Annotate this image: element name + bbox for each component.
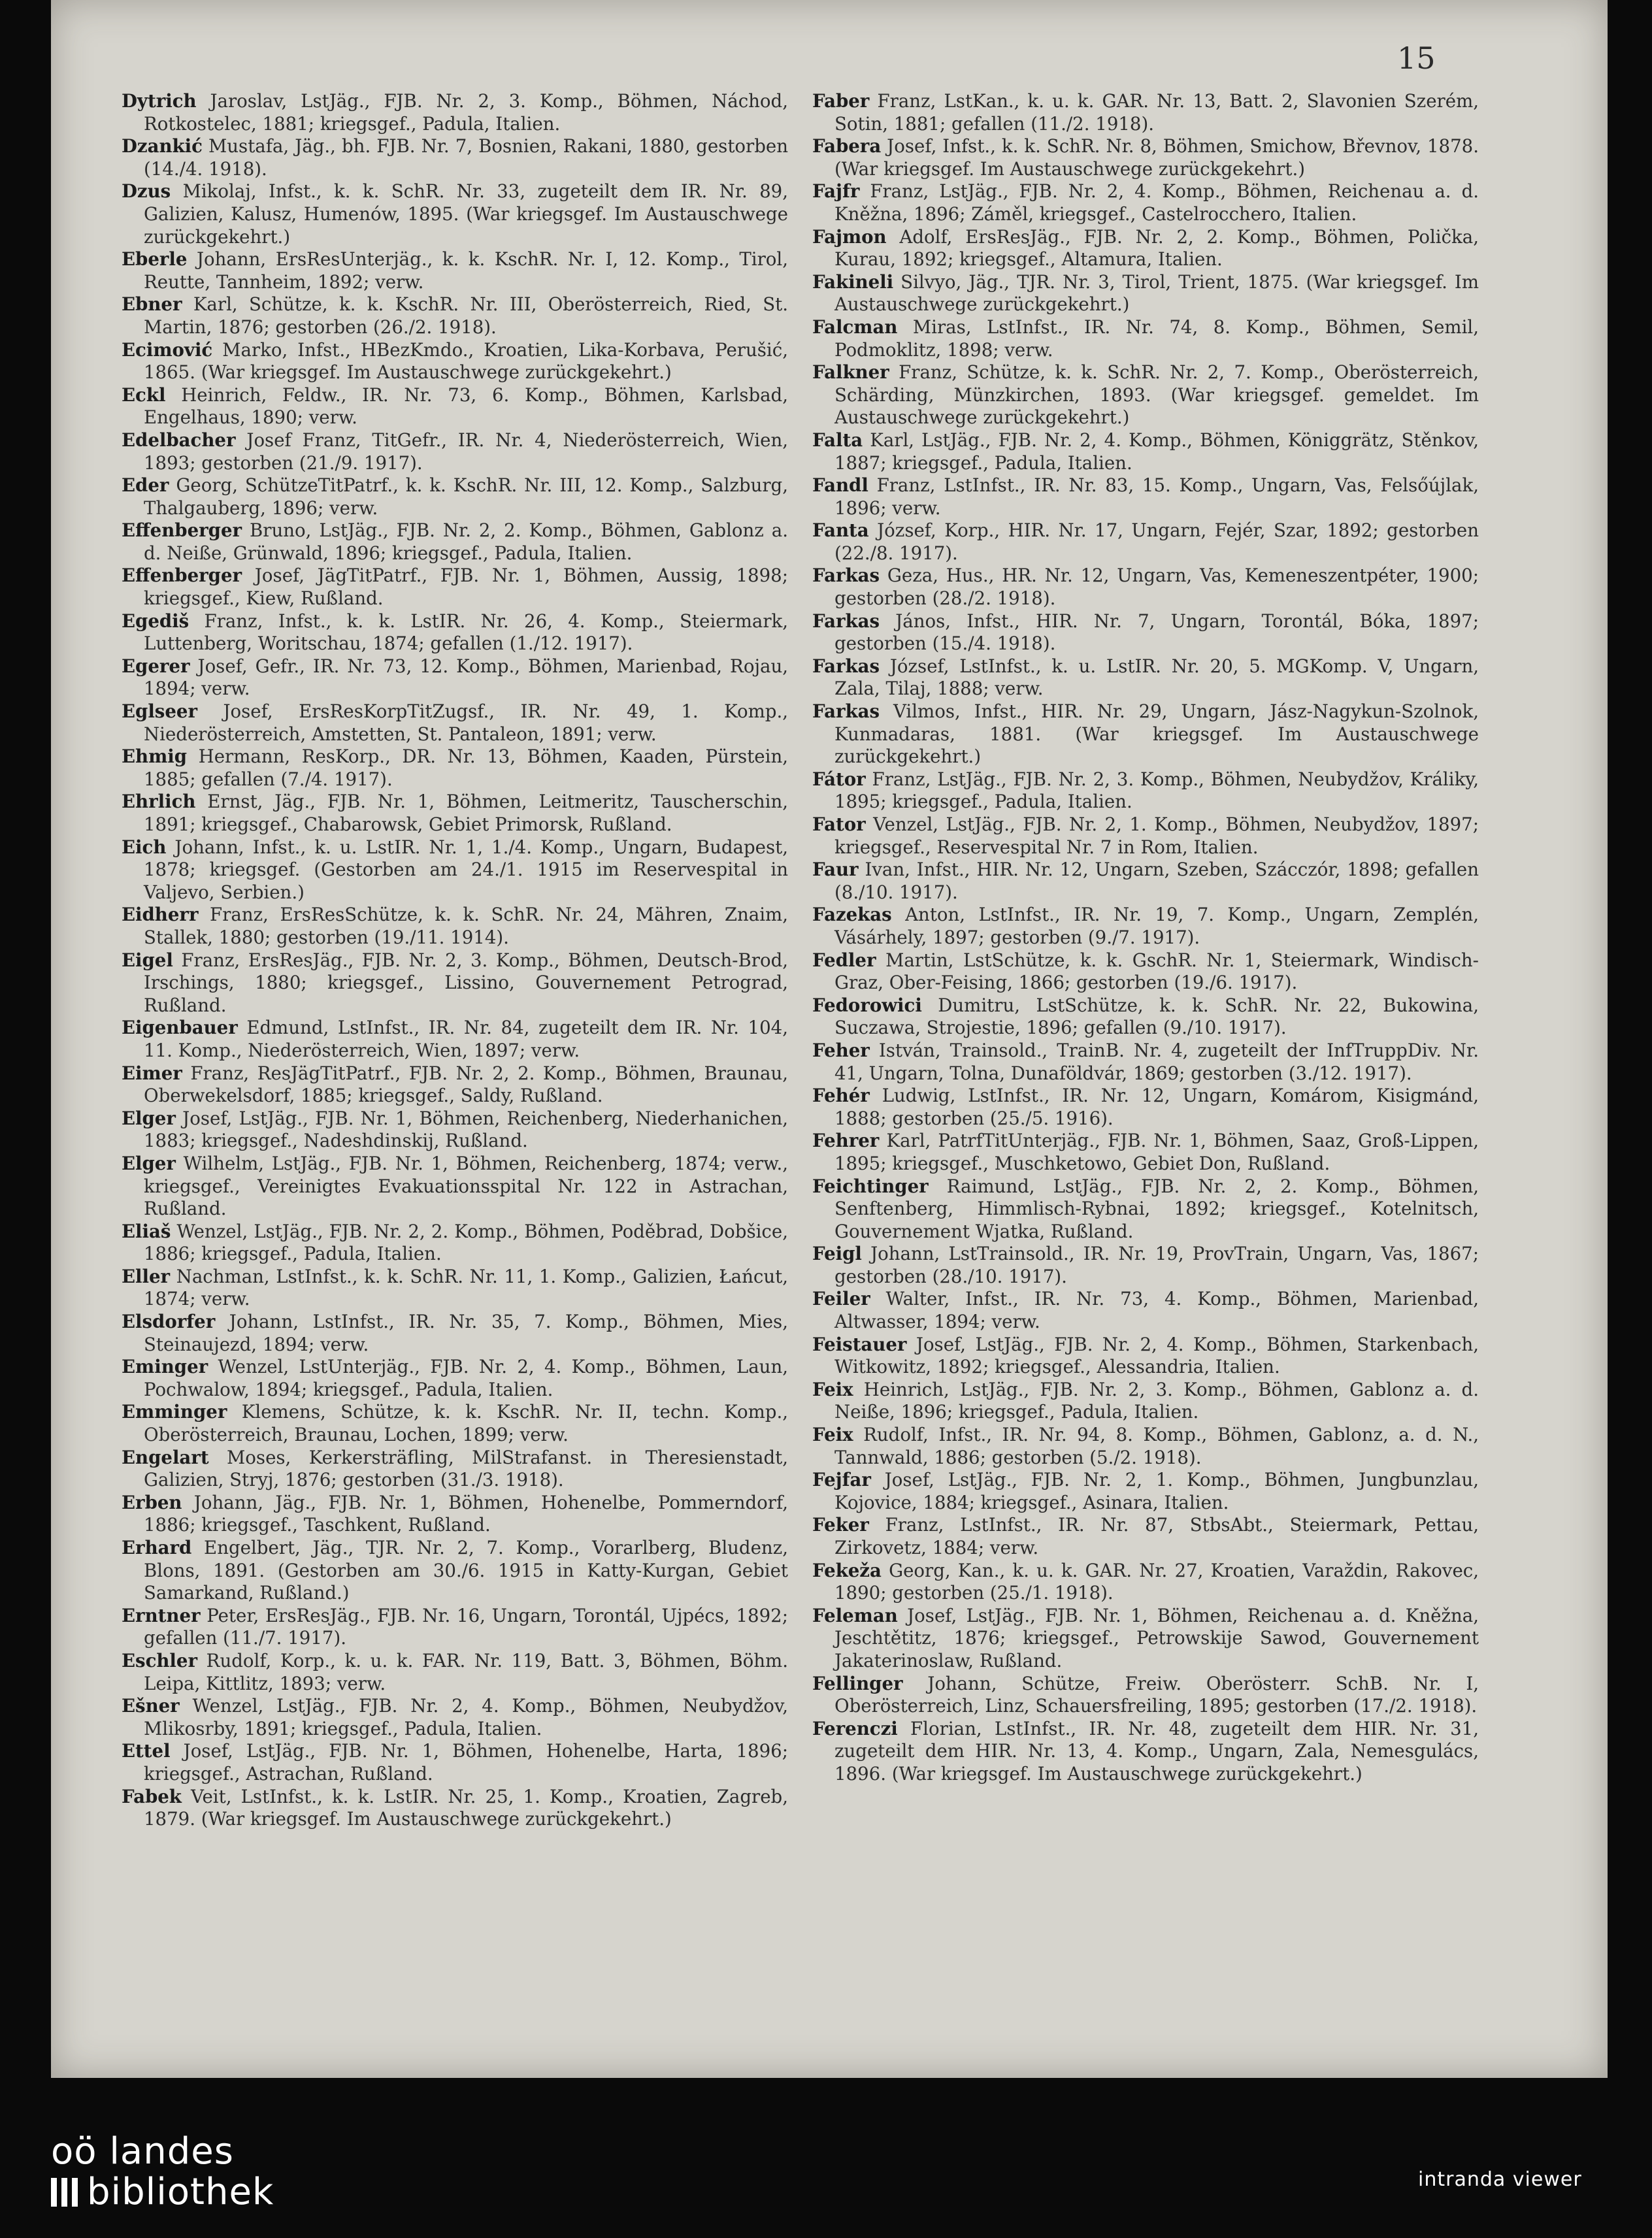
register-entry xyxy=(122,949,788,1017)
register-entry xyxy=(812,474,1479,519)
entry-surname: Fabera xyxy=(812,135,882,157)
register-entry xyxy=(122,904,788,949)
entry-surname: Farkas xyxy=(812,565,880,587)
entry-details: Josef, Gefr., IR. Nr. 73, 12. Komp., Böhmen, Marienbad, Rojau, 1894; verw. xyxy=(144,655,788,700)
entry-surname: Fazekas xyxy=(812,904,892,926)
register-entry xyxy=(122,519,788,565)
entry-details: Moses, Kerkersträfling, MilStrafanst. in Theresienstadt, Galizien, Stryj, 1876; gestorben (31./3. 1918). xyxy=(144,1446,788,1491)
register-entry xyxy=(122,1266,788,1311)
register-entry xyxy=(122,1447,788,1492)
entry-details: Engelbert, Jäg., TJR. Nr. 2, 7. Komp., Vorarlberg, Bludenz, Blons, 1891. (Gestorben am 30./6. 1915 in Katty-Kurgan, Gebiet Samarkand, Rußland.) xyxy=(144,1537,788,1604)
entry-details: Johann, Schütze, Freiw. Oberösterr. SchB. Nr. I, Oberösterreich, Linz, Schauersfreiling, 1895; gestorben (17./2. 1918). xyxy=(834,1672,1479,1717)
entry-surname: Fellinger xyxy=(812,1672,903,1694)
entry-surname: Fajfr xyxy=(812,180,860,203)
entry-details: Johann, Infst., k. u. LstIR. Nr. 1, 1./4. Komp., Ungarn, Budapest, 1878; kriegsgef. (Gestorben am 24./1. 1915 im Reservespital in Valjevo, Serbien.) xyxy=(144,836,788,903)
entry-surname: Feleman xyxy=(812,1604,898,1626)
register-entry xyxy=(122,135,788,180)
register-entry xyxy=(122,1786,788,1831)
register-entry xyxy=(122,1492,788,1537)
entry-surname: Feher xyxy=(812,1039,870,1061)
entry-details: Jaroslav, LstJäg., FJB. Nr. 2, 3. Komp., Böhmen, Náchod, Rotkostelec, 1881; kriegsgef., Padula, Italien. xyxy=(144,90,788,135)
register-entry xyxy=(122,339,788,384)
entry-details: Wenzel, LstUnterjäg., FJB. Nr. 2, 4. Komp., Böhmen, Laun, Pochwalow, 1894; kriegsgef., Padula, Italien. xyxy=(144,1356,788,1400)
entry-details: Ludwig, LstInfst., IR. Nr. 12, Ungarn, Komárom, Kisigmánd, 1888; gestorben (25./5. 1916). xyxy=(834,1085,1479,1129)
entry-details: Josef, JägTitPatrf., FJB. Nr. 1, Böhmen, Aussig, 1898; kriegsgef., Kiew, Rußland. xyxy=(144,565,788,610)
entry-details: Franz, ResJägTitPatrf., FJB. Nr. 2, 2. Komp., Böhmen, Braunau, Oberwekelsdorf, 1885; kriegsgef., Saldy, Rußland. xyxy=(144,1062,788,1107)
entry-surname: Ehrlich xyxy=(122,791,196,813)
entry-surname: Eidherr xyxy=(122,904,199,926)
register-entry xyxy=(122,655,788,700)
entry-details: Wilhelm, LstJäg., FJB. Nr. 1, Böhmen, Reichenberg, 1874; verw., kriegsgef., Vereinigtes Evakuationsspital Nr. 122 in Astrachan, Rußland. xyxy=(144,1152,788,1220)
left-column xyxy=(122,90,788,1831)
page-number: 15 xyxy=(1397,41,1436,76)
register-entry xyxy=(812,1085,1479,1130)
entry-surname: Dzankić xyxy=(122,135,203,157)
register-entry xyxy=(122,1062,788,1108)
entry-surname: Eder xyxy=(122,474,169,497)
entry-details: Wenzel, LstJäg., FJB. Nr. 2, 2. Komp., Böhmen, Poděbrad, Dobšice, 1886; kriegsgef., Padula, Italien. xyxy=(144,1220,788,1265)
register-entry xyxy=(122,700,788,746)
entry-details: Florian, LstInfst., IR. Nr. 48, zugeteilt dem HIR. Nr. 31, zugeteilt dem HIR. Nr. 13, 4. Komp., Ungarn, Zala, Nemesgulács, 1896. (War kriegsgef. Im Austauschwege zurückgekehrt.) xyxy=(834,1717,1479,1785)
entry-surname: Dzus xyxy=(122,180,171,203)
entry-surname: Egediš xyxy=(122,610,190,632)
entry-details: István, Trainsold., TrainB. Nr. 4, zugeteilt der InfTruppDiv. Nr. 41, Ungarn, Tolna, Dunaföldvár, 1869; gestorben (3./12. 1917). xyxy=(834,1039,1479,1084)
register-entry xyxy=(812,904,1479,949)
entry-details: Ernst, Jäg., FJB. Nr. 1, Böhmen, Leitmeritz, Tauscherschin, 1891; kriegsgef., Chabarowsk, Gebiet Primorsk, Rußland. xyxy=(144,791,788,835)
entry-surname: Ecimović xyxy=(122,338,213,361)
entry-surname: Fedorowici xyxy=(812,994,922,1016)
entry-details: János, Infst., HIR. Nr. 7, Ungarn, Torontál, Bóka, 1897; gestorben (15./4. 1918). xyxy=(834,610,1479,655)
entry-details: Marko, Infst., HBezKmdo., Kroatien, Lika-Korbava, Perušić, 1865. (War kriegsgef. Im Austauschwege zurückgekehrt.) xyxy=(144,338,788,384)
register-entry xyxy=(812,655,1479,700)
entry-details: Peter, ErsResJäg., FJB. Nr. 16, Ungarn, Torontál, Ujpécs, 1892; gefallen (11./7. 1917). xyxy=(144,1604,788,1649)
entry-details: Mikolaj, Infst., k. k. SchR. Nr. 33, zugeteilt dem IR. Nr. 89, Galizien, Kalusz, Humenów, 1895. (War kriegsgef. Im Austauschwege zurückgekehrt.) xyxy=(144,180,788,248)
entry-details: Johann, LstInfst., IR. Nr. 35, 7. Komp., Böhmen, Mies, Steinaujezd, 1894; verw. xyxy=(144,1311,788,1355)
entry-surname: Farkas xyxy=(812,610,880,632)
register-entry xyxy=(812,700,1479,768)
entry-surname: Eich xyxy=(122,836,167,858)
entry-details: Anton, LstInfst., IR. Nr. 19, 7. Komp., Ungarn, Zemplén, Vásárhely, 1897; gestorben (9./7. 1917). xyxy=(834,904,1479,948)
entry-surname: Fedler xyxy=(812,949,876,971)
entry-surname: Engelart xyxy=(122,1446,209,1468)
entry-surname: Feichtinger xyxy=(812,1175,929,1197)
entry-surname: Ferenczi xyxy=(812,1717,898,1739)
register-entry xyxy=(122,1221,788,1266)
entry-surname: Fakineli xyxy=(812,271,894,293)
entry-surname: Emminger xyxy=(122,1401,227,1423)
register-entry xyxy=(122,474,788,519)
register-entry xyxy=(122,429,788,474)
entry-surname: Fejfar xyxy=(812,1469,871,1491)
register-entry xyxy=(122,791,788,836)
entry-surname: Elger xyxy=(122,1107,176,1129)
entry-surname: Elsdorfer xyxy=(122,1311,216,1333)
entry-details: Walter, Infst., IR. Nr. 73, 4. Komp., Böhmen, Marienbad, Altwasser, 1894; verw. xyxy=(834,1288,1479,1333)
entry-details: Josef, LstJäg., FJB. Nr. 1, Böhmen, Reichenau a. d. Kněžna, Jeschtětitz, 1876; kriegsgef., Petrowskije Sawod, Gouvernement Jakaterinoslaw, Rußland. xyxy=(834,1604,1479,1671)
entry-details: Franz, Schütze, k. k. SchR. Nr. 2, 7. Komp., Oberösterreich, Schärding, Münzkirchen, 1893. (War kriegsgef. gemeldet. Im Austauschwege zurückgekehrt.) xyxy=(834,361,1479,429)
entry-details: Geza, Hus., HR. Nr. 12, Ungarn, Vas, Kemeneszentpéter, 1900; gestorben (28./2. 1918). xyxy=(834,565,1479,610)
entry-surname: Fandl xyxy=(812,474,868,497)
register-entry xyxy=(812,995,1479,1040)
entry-surname: Falkner xyxy=(812,361,889,384)
register-entry xyxy=(812,316,1479,361)
entry-details: Franz, ErsResJäg., FJB. Nr. 2, 3. Komp., Böhmen, Deutsch-Brod, Irschings, 1880; kriegsgef., Lissino, Gouvernement Petrograd, Rußland. xyxy=(144,949,788,1016)
register-entry xyxy=(812,768,1479,814)
entry-surname: Eschler xyxy=(122,1649,198,1671)
register-entry xyxy=(812,1718,1479,1786)
register-entry xyxy=(812,429,1479,474)
entry-surname: Feix xyxy=(812,1424,853,1446)
entry-surname: Faur xyxy=(812,859,859,881)
register-entry xyxy=(122,1401,788,1446)
entry-details: Josef, LstJäg., FJB. Nr. 2, 4. Komp., Böhmen, Starkenbach, Witkowitz, 1892; kriegsgef., Alessandria, Italien. xyxy=(834,1333,1479,1378)
entry-surname: Farkas xyxy=(812,655,880,677)
entry-details: Johann, LstTrainsold., IR. Nr. 19, ProvTrain, Ungarn, Vas, 1867; gestorben (28./10. 1917). xyxy=(834,1243,1479,1287)
entry-details: Franz, LstInfst., IR. Nr. 87, StbsAbt., Steiermark, Pettau, Zirkovetz, 1884; verw. xyxy=(834,1514,1479,1558)
entry-surname: Fekeža xyxy=(812,1559,882,1581)
register-entry xyxy=(812,1605,1479,1673)
entry-surname: Fajmon xyxy=(812,225,887,248)
entry-surname: Feistauer xyxy=(812,1333,907,1355)
entry-surname: Ešner xyxy=(122,1695,180,1717)
entry-details: Martin, LstSchütze, k. k. GschR. Nr. 1, Steiermark, Windisch-Graz, Ober-Feising, 1866; gestorben (19./6. 1917). xyxy=(834,949,1479,994)
entry-surname: Falta xyxy=(812,429,863,451)
entry-surname: Eigenbauer xyxy=(122,1017,238,1039)
entry-details: József, Korp., HIR. Nr. 17, Ungarn, Fejér, Szar, 1892; gestorben (22./8. 1917). xyxy=(834,519,1479,564)
entry-details: Heinrich, Feldw., IR. Nr. 73, 6. Komp., Böhmen, Karlsbad, Engelhaus, 1890; verw. xyxy=(144,384,788,429)
register-entry xyxy=(122,180,788,248)
entry-surname: Effenberger xyxy=(122,519,242,542)
entry-details: Adolf, ErsResJäg., FJB. Nr. 2, 2. Komp., Böhmen, Polička, Kurau, 1892; kriegsgef., Altamura, Italien. xyxy=(834,225,1479,271)
logo-text-line1: oö landes xyxy=(51,2130,234,2173)
register-entry xyxy=(122,746,788,791)
entry-details: Venzel, LstJäg., FJB. Nr. 2, 1. Komp., Böhmen, Neubydžov, 1897; kriegsgef., Reservespital Nr. 7 in Rom, Italien. xyxy=(834,814,1479,858)
entry-surname: Eglseer xyxy=(122,700,197,723)
register-entry xyxy=(122,1650,788,1695)
entry-surname: Feker xyxy=(812,1514,869,1536)
register-entry xyxy=(122,90,788,135)
entry-surname: Fanta xyxy=(812,519,869,542)
register-entry xyxy=(122,293,788,338)
scanned-page xyxy=(51,0,1608,2078)
entry-details: Josef Franz, TitGefr., IR. Nr. 4, Niederösterreich, Wien, 1893; gestorben (21./9. 1917). xyxy=(144,429,788,474)
entry-details: Raimund, LstJäg., FJB. Nr. 2, 2. Komp., Böhmen, Senftenberg, Himmlisch-Rybnai, 1892; kriegsgef., Kotelnitsch, Gouvernement Wjatka, Rußland. xyxy=(834,1175,1479,1242)
entry-surname: Ettel xyxy=(122,1740,171,1762)
entry-details: Nachman, LstInfst., k. k. SchR. Nr. 11, 1. Komp., Galizien, Łańcut, 1874; verw. xyxy=(144,1265,788,1310)
entry-details: Bruno, LstJäg., FJB. Nr. 2, 2. Komp., Böhmen, Gablonz a. d. Neiße, Grünwald, 1896; kriegsgef., Padula, Italien. xyxy=(144,519,788,564)
register-entry xyxy=(812,135,1479,180)
entry-surname: Feiler xyxy=(812,1288,870,1310)
register-entry xyxy=(812,1130,1479,1175)
register-entry xyxy=(812,180,1479,225)
logo-text-line2: bibliothek xyxy=(87,2171,274,2213)
right-column xyxy=(812,90,1479,1786)
entry-details: Vilmos, Infst., HIR. Nr. 29, Ungarn, Jász-Nagykun-Szolnok, Kunmadaras, 1881. (War kriegsgef. Im Austauschwege zurückgekehrt.) xyxy=(834,700,1479,768)
register-entry xyxy=(812,949,1479,995)
register-entry xyxy=(812,610,1479,655)
entry-surname: Fátor xyxy=(812,768,866,790)
register-entry xyxy=(122,248,788,293)
entry-details: Franz, LstKan., k. u. k. GAR. Nr. 13, Batt. 2, Slavonien Szerém, Sotin, 1881; gefallen (11./2. 1918). xyxy=(834,90,1479,135)
register-entry xyxy=(122,384,788,429)
entry-details: Miras, LstInfst., IR. Nr. 74, 8. Komp., Böhmen, Semil, Podmoklitz, 1898; verw. xyxy=(834,316,1479,361)
entry-surname: Eberle xyxy=(122,248,188,271)
entry-surname: Eigel xyxy=(122,949,173,971)
entry-details: Rudolf, Korp., k. u. k. FAR. Nr. 119, Batt. 3, Böhmen, Böhm. Leipa, Kittlitz, 1893; verw. xyxy=(144,1649,788,1694)
entry-details: Georg, Kan., k. u. k. GAR. Nr. 27, Kroatien, Varaždin, Rakovec, 1890; gestorben (25./1. 1918). xyxy=(834,1559,1479,1604)
entry-details: Dumitru, LstSchütze, k. k. SchR. Nr. 22, Bukowina, Suczawa, Strojestie, 1896; gefallen (9./10. 1917). xyxy=(834,994,1479,1039)
register-entry xyxy=(812,1040,1479,1085)
register-entry xyxy=(812,519,1479,565)
register-entry xyxy=(812,1176,1479,1243)
entry-surname: Egerer xyxy=(122,655,190,677)
register-entry xyxy=(122,565,788,610)
entry-surname: Falcman xyxy=(812,316,898,338)
entry-details: Josef, LstJäg., FJB. Nr. 1, Böhmen, Reichenberg, Niederhanichen, 1883; kriegsgef., Nadeshdinskij, Rußland. xyxy=(144,1107,788,1152)
entry-details: Franz, LstJäg., FJB. Nr. 2, 4. Komp., Böhmen, Reichenau a. d. Kněžna, 1896; Záměl, kriegsgef., Castelrocchero, Italien. xyxy=(834,180,1479,225)
entry-details: Josef, LstJäg., FJB. Nr. 2, 1. Komp., Böhmen, Jungbunzlau, Kojovice, 1884; kriegsgef., Asinara, Italien. xyxy=(834,1469,1479,1513)
entry-surname: Eller xyxy=(122,1265,171,1287)
register-entry xyxy=(812,1560,1479,1605)
entry-details: Ivan, Infst., HIR. Nr. 12, Ungarn, Szeben, Szácczór, 1898; gefallen (8./10. 1917). xyxy=(834,859,1479,903)
entry-surname: Eminger xyxy=(122,1356,208,1378)
entry-details: Josef, Infst., k. k. SchR. Nr. 8, Böhmen, Smichow, Břevnov, 1878. (War kriegsgef. Im Austauschwege zurückgekehrt.) xyxy=(834,135,1479,180)
entry-details: Edmund, LstInfst., IR. Nr. 84, zugeteilt dem IR. Nr. 104, 11. Komp., Niederösterreich, Wien, 1897; verw. xyxy=(144,1017,788,1061)
register-entry xyxy=(122,1605,788,1650)
library-logo[interactable] xyxy=(51,2131,274,2213)
register-entry xyxy=(122,1153,788,1221)
entry-surname: Fehrer xyxy=(812,1130,880,1152)
entry-details: Veit, LstInfst., k. k. LstIR. Nr. 25, 1. Komp., Kroatien, Zagreb, 1879. (War kriegsgef. Im Austauschwege zurückgekehrt.) xyxy=(144,1785,788,1830)
logo-bars-icon xyxy=(51,2178,78,2207)
entry-surname: Faber xyxy=(812,90,870,112)
entry-details: Franz, Infst., k. k. LstIR. Nr. 26, 4. Komp., Steiermark, Luttenberg, Woritschau, 1874; gefallen (1./12. 1917). xyxy=(144,610,788,655)
register-entry xyxy=(122,1695,788,1740)
entry-surname: Eliaš xyxy=(122,1220,171,1242)
entry-details: Rudolf, Infst., IR. Nr. 94, 8. Komp., Böhmen, Gablonz, a. d. N., Tannwald, 1886; gestorben (5./2. 1918). xyxy=(834,1424,1479,1468)
entry-surname: Ehmig xyxy=(122,746,188,768)
register-entry xyxy=(812,565,1479,610)
register-entry xyxy=(812,226,1479,271)
register-entry xyxy=(812,1673,1479,1718)
entry-details: Josef, ErsResKorpTitZugsf., IR. Nr. 49, 1. Komp., Niederösterreich, Amstetten, St. Pantaleon, 1891; verw. xyxy=(144,700,788,745)
entry-surname: Eimer xyxy=(122,1062,182,1084)
entry-details: Johann, Jäg., FJB. Nr. 1, Böhmen, Hohenelbe, Pommerndorf, 1886; kriegsgef., Taschkent, Rußland. xyxy=(144,1491,788,1536)
register-entry xyxy=(812,1379,1479,1424)
entry-surname: Fehér xyxy=(812,1085,870,1107)
entry-surname: Farkas xyxy=(812,700,880,723)
register-entry xyxy=(122,610,788,655)
register-entry xyxy=(122,1537,788,1605)
entry-surname: Effenberger xyxy=(122,565,242,587)
entry-details: Franz, LstJäg., FJB. Nr. 2, 3. Komp., Böhmen, Neubydžov, Králiky, 1895; kriegsgef., Padula, Italien. xyxy=(834,768,1479,813)
entry-details: Wenzel, LstJäg., FJB. Nr. 2, 4. Komp., Böhmen, Neubydžov, Mlikosrby, 1891; kriegsgef., Padula, Italien. xyxy=(144,1695,788,1739)
register-entry xyxy=(812,1243,1479,1288)
register-entry xyxy=(122,1356,788,1401)
entry-details: József, LstInfst., k. u. LstIR. Nr. 20, 5. MGKomp. V, Ungarn, Zala, Tilaj, 1888; verw. xyxy=(834,655,1479,700)
entry-surname: Feix xyxy=(812,1378,853,1400)
viewer-brand-link[interactable]: intranda viewer xyxy=(1418,2168,1582,2191)
entry-details: Franz, ErsResSchütze, k. k. SchR. Nr. 24, Mähren, Znaim, Stallek, 1880; gestorben (19./11. 1914). xyxy=(144,904,788,948)
register-entry xyxy=(812,1424,1479,1469)
register-entry xyxy=(812,90,1479,135)
register-entry xyxy=(122,836,788,904)
register-entry xyxy=(122,1017,788,1062)
register-entry xyxy=(812,1288,1479,1333)
register-entry xyxy=(812,814,1479,859)
entry-surname: Dytrich xyxy=(122,90,197,112)
entry-details: Mustafa, Jäg., bh. FJB. Nr. 7, Bosnien, Rakani, 1880, gestorben (14./4. 1918). xyxy=(144,135,788,180)
register-entry xyxy=(812,859,1479,904)
register-entry xyxy=(122,1740,788,1785)
entry-surname: Erhard xyxy=(122,1537,192,1558)
entry-details: Hermann, ResKorp., DR. Nr. 13, Böhmen, Kaaden, Pürstein, 1885; gefallen (7./4. 1917). xyxy=(144,746,788,790)
register-entry xyxy=(812,1514,1479,1559)
entry-details: Josef, LstJäg., FJB. Nr. 1, Böhmen, Hohenelbe, Harta, 1896; kriegsgef., Astrachan, Rußland. xyxy=(144,1740,788,1785)
entry-surname: Elger xyxy=(122,1152,176,1174)
entry-surname: Erntner xyxy=(122,1604,201,1626)
entry-surname: Fator xyxy=(812,814,866,835)
entry-surname: Erben xyxy=(122,1491,182,1513)
entry-details: Franz, LstInfst., IR. Nr. 83, 15. Komp., Ungarn, Vas, Felsőújlak, 1896; verw. xyxy=(834,474,1479,519)
entry-surname: Fabek xyxy=(122,1785,182,1807)
register-entry xyxy=(812,361,1479,429)
register-entry xyxy=(812,1469,1479,1514)
register-entry xyxy=(122,1108,788,1153)
entry-details: Heinrich, LstJäg., FJB. Nr. 2, 3. Komp., Böhmen, Gablonz a. d. Neiße, 1896; kriegsgef., Padula, Italien. xyxy=(834,1378,1479,1423)
entry-surname: Ebner xyxy=(122,293,182,316)
entry-details: Johann, ErsResUnterjäg., k. k. KschR. Nr. I, 12. Komp., Tirol, Reutte, Tannheim, 1892; verw. xyxy=(144,248,788,293)
entry-surname: Edelbacher xyxy=(122,429,236,451)
register-entry xyxy=(812,1334,1479,1379)
entry-surname: Feigl xyxy=(812,1243,862,1265)
entry-details: Karl, Schütze, k. k. KschR. Nr. III, Oberösterreich, Ried, St. Martin, 1876; gestorben (26./2. 1918). xyxy=(144,293,788,338)
register-entry xyxy=(812,271,1479,316)
entry-details: Silvyo, Jäg., TJR. Nr. 3, Tirol, Trient, 1875. (War kriegsgef. Im Austauschwege zurückgekehrt.) xyxy=(834,271,1479,316)
entry-surname: Eckl xyxy=(122,384,166,406)
entry-details: Karl, LstJäg., FJB. Nr. 2, 4. Komp., Böhmen, Königgrätz, Stěnkov, 1887; kriegsgef., Padula, Italien. xyxy=(834,429,1479,474)
entry-details: Karl, PatrfTitUnterjäg., FJB. Nr. 1, Böhmen, Saaz, Groß-Lippen, 1895; kriegsgef., Muschketowo, Gebiet Don, Rußland. xyxy=(834,1130,1479,1174)
entry-details: Georg, SchützeTitPatrf., k. k. KschR. Nr. III, 12. Komp., Salzburg, Thalgauberg, 1896; verw. xyxy=(144,474,788,519)
register-entry xyxy=(122,1311,788,1356)
entry-details: Klemens, Schütze, k. k. KschR. Nr. II, techn. Komp., Oberösterreich, Braunau, Lochen, 1899; verw. xyxy=(144,1401,788,1446)
